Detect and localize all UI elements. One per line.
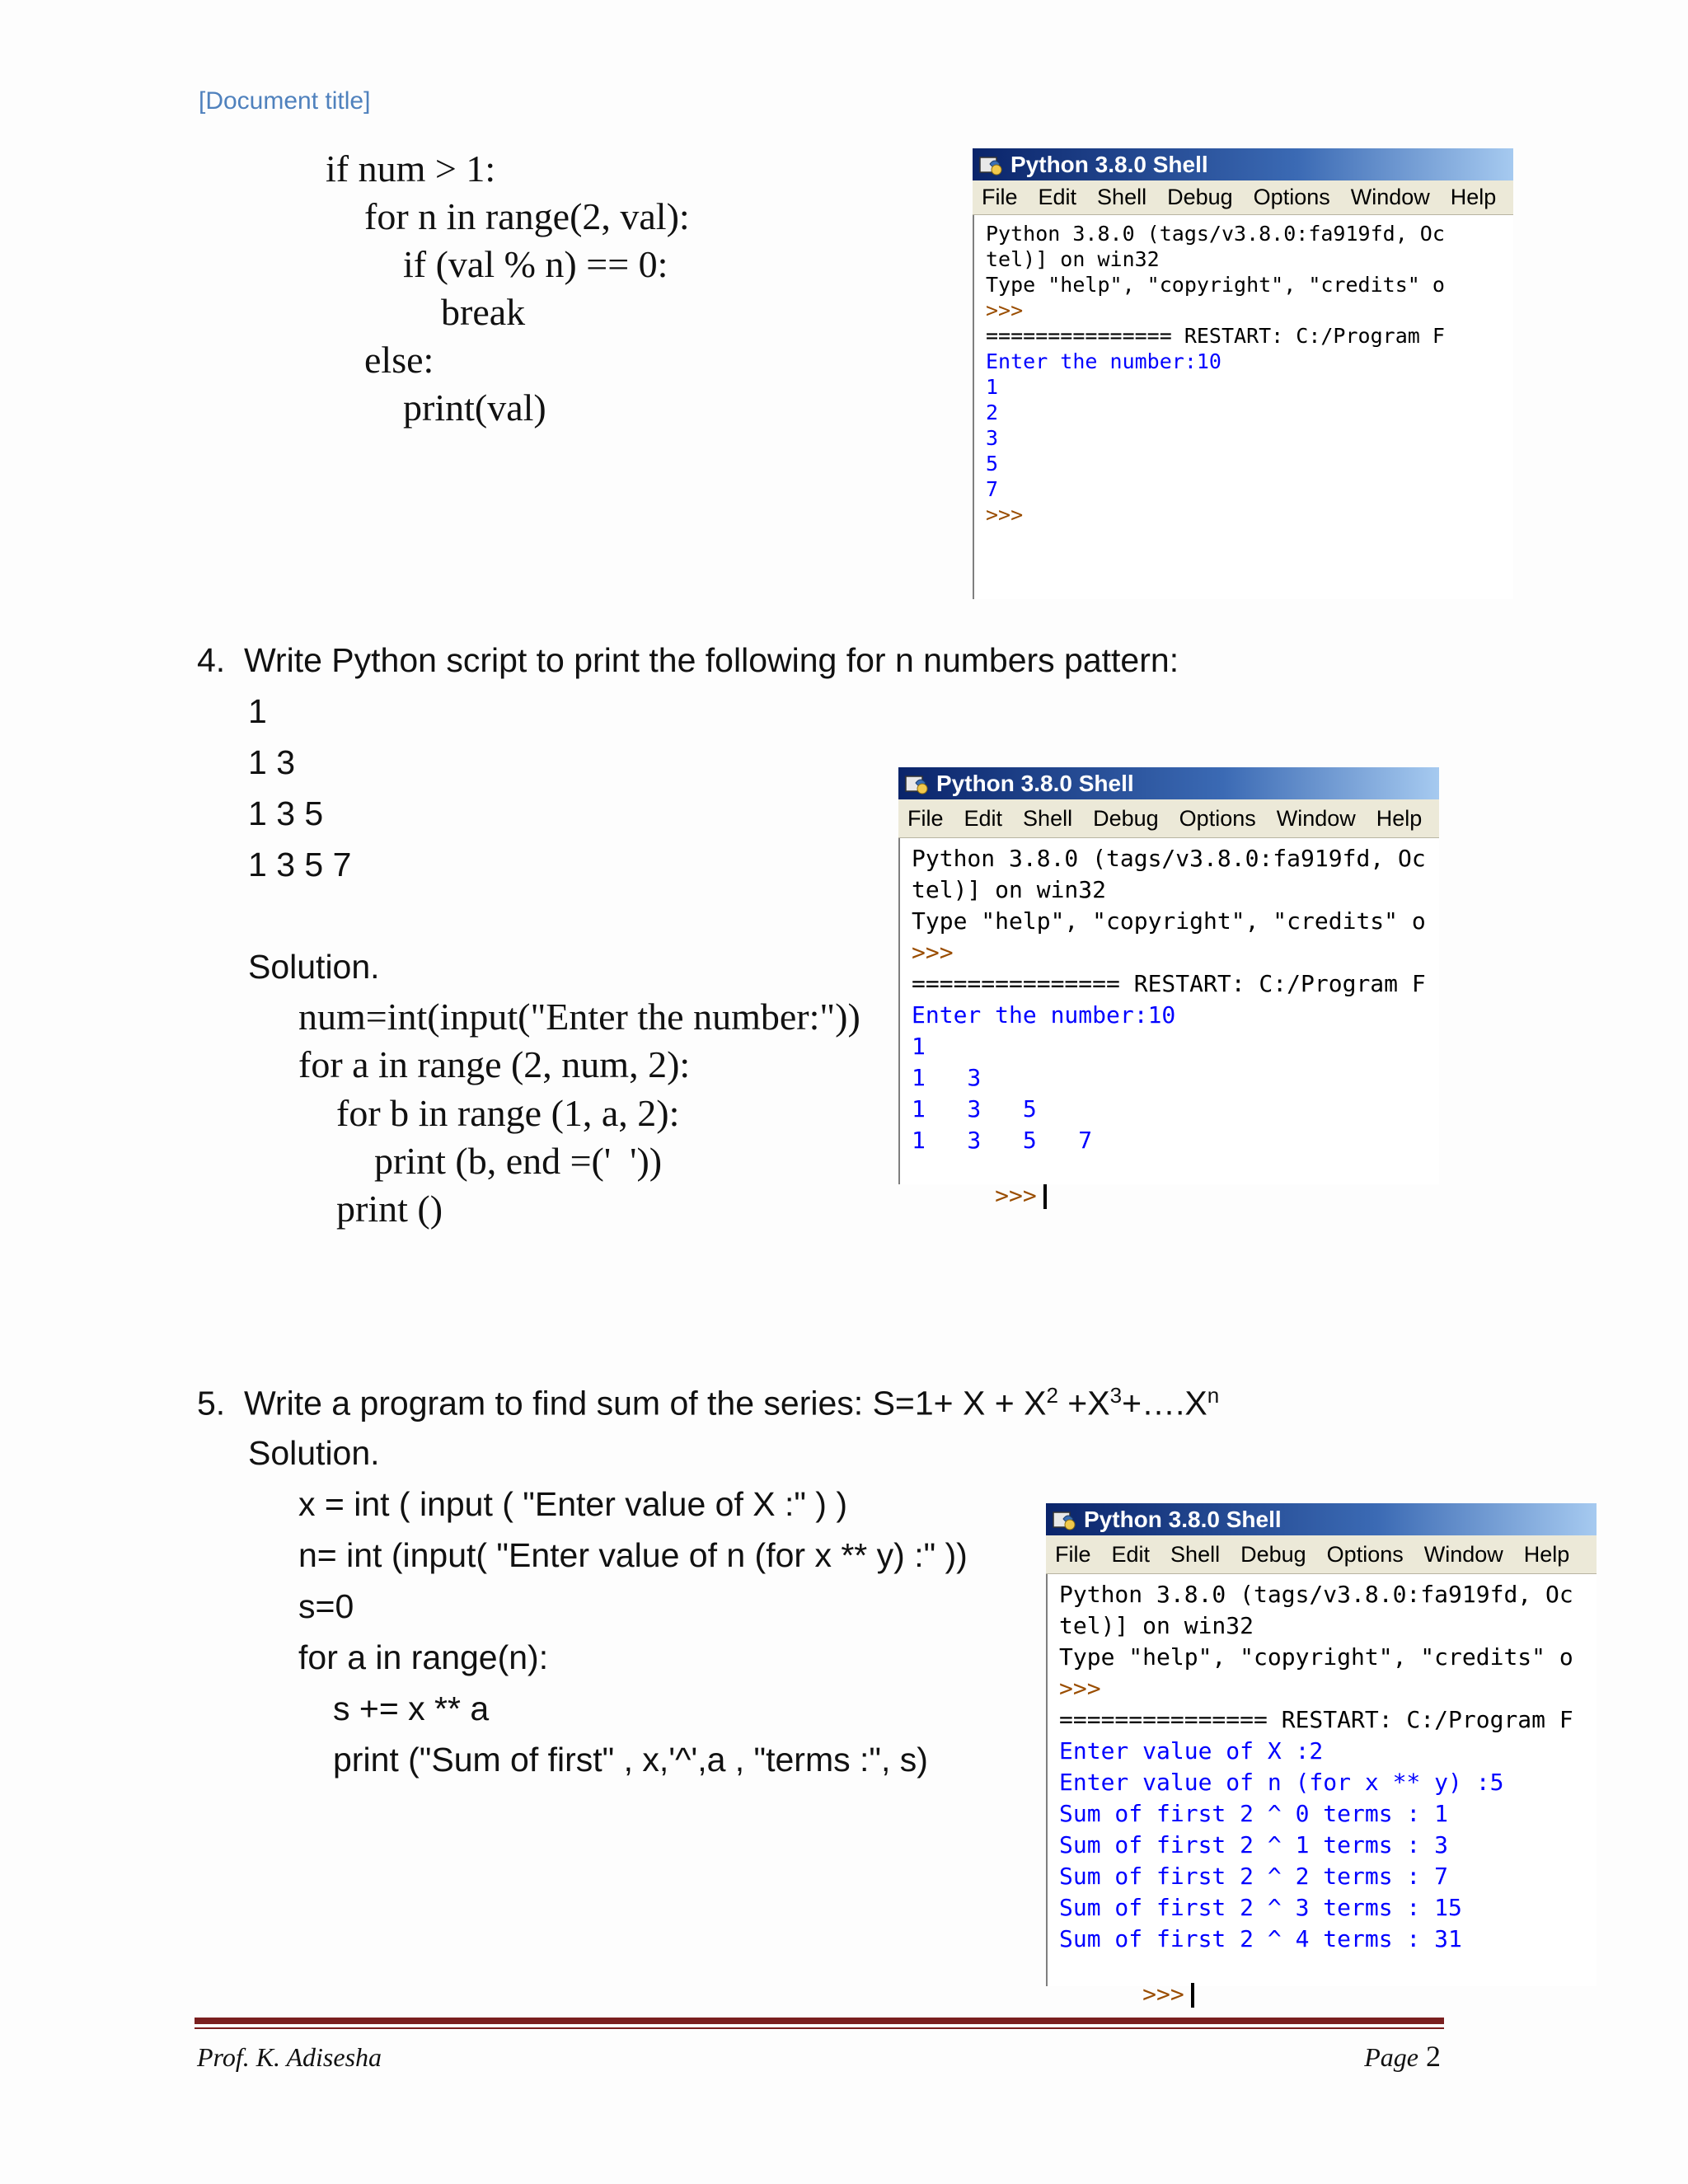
code-line: num=int(input("Enter the number:")) xyxy=(298,996,860,1038)
menu-help[interactable]: Help xyxy=(1523,1541,1570,1567)
code-line: else: xyxy=(364,339,434,381)
code-line: if (val % n) == 0: xyxy=(403,243,668,285)
menu-shell[interactable]: Shell xyxy=(1097,185,1147,209)
shell-prompt: >>> xyxy=(912,939,954,966)
question-4: 4. Write Python script to print the following for n numbers pattern: xyxy=(197,641,1179,679)
footer-rule-thin xyxy=(195,2027,1444,2029)
shell-line: Enter the number:10 xyxy=(986,349,1221,373)
menu-file[interactable]: File xyxy=(907,805,944,831)
code-line: print (b, end =(' ')) xyxy=(374,1140,663,1182)
shell-line: 1 3 xyxy=(912,1064,982,1091)
shell-line: Sum of first 2 ^ 4 terms : 31 xyxy=(1059,1925,1462,1952)
shell-title-bar xyxy=(898,767,1439,799)
text-cursor xyxy=(1043,1184,1047,1209)
code-line: n= int (input( "Enter value of n (for x ** y) :" )) xyxy=(298,1536,968,1574)
shell-output[interactable] xyxy=(973,215,1513,599)
page-number: 2 xyxy=(1426,2040,1441,2073)
text-cursor xyxy=(1191,1983,1194,2008)
shell-line: 3 xyxy=(986,426,999,450)
menu-file[interactable]: File xyxy=(1055,1541,1091,1567)
menu-edit[interactable]: Edit xyxy=(1111,1541,1151,1567)
code-line: for n in range(2, val): xyxy=(364,195,690,237)
shell-title: Python 3.8.0 Shell xyxy=(936,771,1134,796)
menu-window[interactable]: Window xyxy=(1423,1541,1503,1567)
code-line: s=0 xyxy=(298,1587,354,1625)
pattern-line: 1 xyxy=(248,692,267,730)
menu-shell[interactable]: Shell xyxy=(1023,805,1073,831)
code-line: print(val) xyxy=(403,387,546,429)
code-line: if num > 1: xyxy=(326,148,496,190)
shell-title-bar xyxy=(973,148,1513,180)
shell-menu-bar xyxy=(898,799,1439,838)
shell-line: Python 3.8.0 (tags/v3.8.0:fa919fd, Oc xyxy=(1059,1581,1573,1608)
shell-line: 1 3 5 xyxy=(912,1095,1037,1122)
menu-debug[interactable]: Debug xyxy=(1167,185,1233,209)
python-shell-icon xyxy=(1052,1507,1076,1532)
shell-menu-bar xyxy=(973,180,1513,215)
footer-page-number xyxy=(1364,2039,1441,2074)
shell-line: Type "help", "copyright", "credits" o xyxy=(1059,1643,1573,1671)
shell-title: Python 3.8.0 Shell xyxy=(1010,152,1208,177)
menu-edit[interactable]: Edit xyxy=(1038,185,1077,209)
shell-title-bar xyxy=(1046,1503,1597,1535)
question-5-text: +X xyxy=(1057,1384,1110,1422)
menu-window[interactable]: Window xyxy=(1276,805,1356,831)
shell-line: =============== RESTART: C:/Program F xyxy=(1059,1706,1573,1733)
shell-line: 1 xyxy=(986,375,999,399)
code-line: s += x ** a xyxy=(333,1690,490,1727)
shell-prompt: >>> xyxy=(1142,1980,1184,2008)
shell-line: Enter value of X :2 xyxy=(1059,1737,1324,1765)
document-title: [Document title] xyxy=(199,87,371,115)
menu-edit[interactable]: Edit xyxy=(964,805,1003,831)
pattern-line: 1 3 5 7 xyxy=(248,846,352,883)
code-line: print () xyxy=(336,1188,443,1230)
shell-prompt: >>> xyxy=(1059,1675,1101,1702)
menu-shell[interactable]: Shell xyxy=(1170,1541,1221,1567)
shell-line: =============== RESTART: C:/Program F xyxy=(912,970,1426,997)
code-line: break xyxy=(441,291,526,333)
shell-line: 2 xyxy=(986,401,999,424)
question-5-text: 5. Write a program to find sum of the series: S=1+ X + X xyxy=(197,1384,1047,1422)
shell-menu-bar xyxy=(1046,1535,1597,1574)
python-shell-window-3 xyxy=(1046,1503,1597,2008)
menu-debug[interactable]: Debug xyxy=(1240,1541,1306,1567)
menu-options[interactable]: Options xyxy=(1179,805,1256,831)
shell-prompt: >>> xyxy=(995,1182,1037,1209)
menu-help[interactable]: Help xyxy=(1450,185,1497,209)
shell-line: Sum of first 2 ^ 2 terms : 7 xyxy=(1059,1863,1449,1890)
shell-line: Sum of first 2 ^ 1 terms : 3 xyxy=(1059,1831,1449,1858)
code-line: x = int ( input ( "Enter value of X :" ) ) xyxy=(298,1485,848,1523)
question-5-text: +….X xyxy=(1122,1384,1207,1422)
menu-options[interactable]: Options xyxy=(1253,185,1330,209)
code-line: for a in range(n): xyxy=(298,1638,549,1676)
shell-output[interactable] xyxy=(1046,1574,1597,2008)
shell-line: Sum of first 2 ^ 3 terms : 15 xyxy=(1059,1894,1462,1921)
menu-file[interactable]: File xyxy=(982,185,1018,209)
code-line: for b in range (1, a, 2): xyxy=(336,1092,680,1134)
python-shell-icon xyxy=(978,152,1003,177)
shell-line: Enter the number:10 xyxy=(912,1001,1176,1029)
menu-options[interactable]: Options xyxy=(1326,1541,1404,1567)
code-line: print ("Sum of first" , x,'^',a , "terms :", s) xyxy=(333,1741,928,1779)
footer-author: Prof. K. Adisesha xyxy=(197,2042,382,2072)
shell-line: tel)] on win32 xyxy=(986,247,1160,271)
page-label: Page xyxy=(1364,2042,1418,2072)
shell-line: 5 xyxy=(986,452,999,476)
shell-line: 7 xyxy=(986,477,999,501)
shell-prompt: >>> xyxy=(986,503,1024,527)
shell-line: tel)] on win32 xyxy=(1059,1612,1254,1639)
shell-line: Python 3.8.0 (tags/v3.8.0:fa919fd, Oc xyxy=(986,222,1445,246)
shell-line: Type "help", "copyright", "credits" o xyxy=(986,273,1445,297)
shell-prompt-line xyxy=(912,1155,1047,1236)
shell-line: tel)] on win32 xyxy=(912,876,1107,903)
footer-rule xyxy=(195,2018,1444,2024)
question-5 xyxy=(197,1383,1219,1423)
shell-line: 1 3 5 7 xyxy=(912,1127,1093,1154)
code-line: for a in range (2, num, 2): xyxy=(298,1043,691,1085)
shell-prompt: >>> xyxy=(986,298,1024,322)
shell-line: Python 3.8.0 (tags/v3.8.0:fa919fd, Oc xyxy=(912,845,1426,872)
exponent: n xyxy=(1207,1383,1220,1408)
exponent: 2 xyxy=(1046,1383,1058,1408)
shell-title: Python 3.8.0 Shell xyxy=(1084,1507,1282,1532)
python-shell-icon xyxy=(904,771,929,796)
solution-label: Solution. xyxy=(248,1434,380,1472)
menu-debug[interactable]: Debug xyxy=(1093,805,1159,831)
shell-line: Type "help", "copyright", "credits" o xyxy=(912,907,1426,935)
shell-line: Enter value of n (for x ** y) :5 xyxy=(1059,1769,1504,1796)
pattern-line: 1 3 5 xyxy=(248,794,324,832)
shell-output[interactable] xyxy=(898,838,1439,1209)
menu-window[interactable]: Window xyxy=(1350,185,1430,209)
shell-line: =============== RESTART: C:/Program F xyxy=(986,324,1445,348)
menu-help[interactable]: Help xyxy=(1376,805,1423,831)
solution-label: Solution. xyxy=(248,948,380,986)
pattern-line: 1 3 xyxy=(248,743,295,781)
python-shell-window-1 xyxy=(973,148,1513,599)
shell-line: 1 xyxy=(912,1033,926,1060)
shell-line: Sum of first 2 ^ 0 terms : 1 xyxy=(1059,1800,1449,1827)
exponent: 3 xyxy=(1109,1383,1123,1408)
python-shell-window-2 xyxy=(898,767,1439,1209)
